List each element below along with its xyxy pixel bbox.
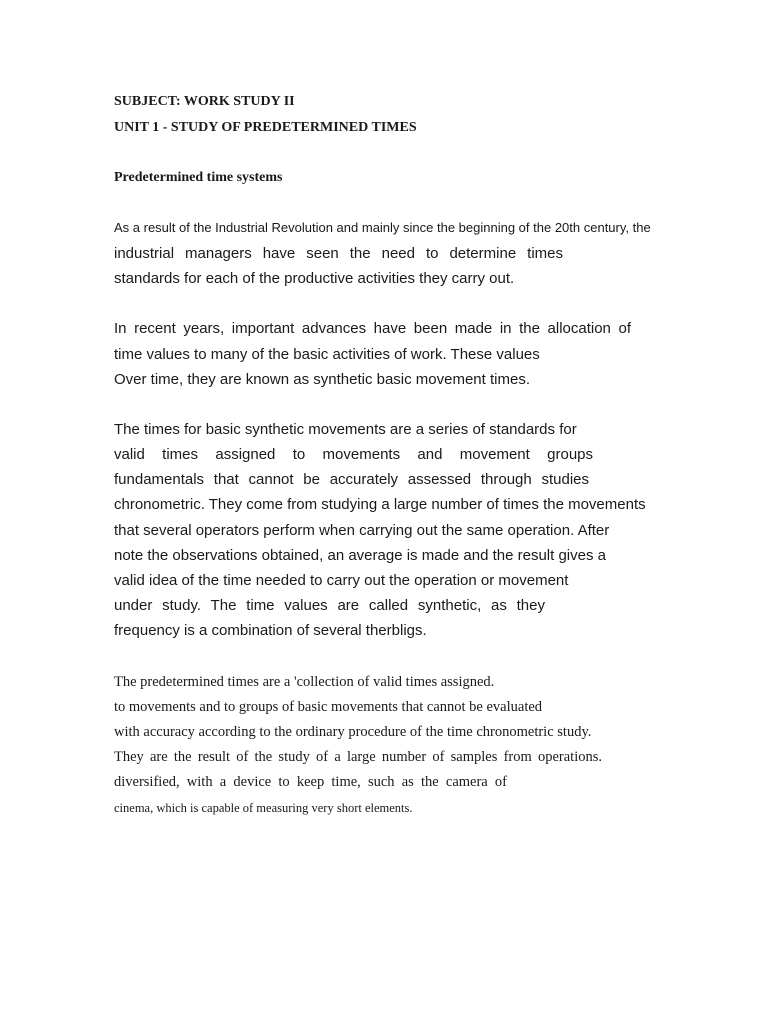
paragraph-line: cinema, which is capable of measuring very short elements. <box>114 801 413 815</box>
paragraph-line: fundamentals that cannot be accurately assessed through studies <box>114 471 589 488</box>
paragraph-line: frequency is a combination of several therbligs. <box>114 622 427 639</box>
paragraph-line: time values to many of the basic activities of work. These values <box>114 346 540 363</box>
paragraph-line: diversified, with a device to keep time, such as the camera of <box>114 774 507 790</box>
subject-heading: SUBJECT: WORK STUDY II <box>114 94 295 109</box>
paragraph-line: note the observations obtained, an average is made and the result gives a <box>114 547 606 564</box>
paragraph-line: The times for basic synthetic movements are a series of standards for <box>114 421 577 438</box>
paragraph-line: that several operators perform when carrying out the same operation. After <box>114 522 610 539</box>
paragraph-line: valid idea of the time needed to carry out the operation or movement <box>114 572 569 589</box>
paragraph-line: industrial managers have seen the need to determine times <box>114 245 563 262</box>
section-heading: Predetermined time systems <box>114 170 283 185</box>
paragraph-line: They are the result of the study of a large number of samples from operations. <box>114 749 602 765</box>
paragraph-line: As a result of the Industrial Revolution and mainly since the beginning of the 20th century, the <box>114 220 651 235</box>
paragraph-line: The predetermined times are a 'collection of valid times assigned. <box>114 674 495 690</box>
paragraph-line: with accuracy according to the ordinary procedure of the time chronometric study. <box>114 724 592 740</box>
paragraph-line: Over time, they are known as synthetic basic movement times. <box>114 371 530 388</box>
paragraph-line: In recent years, important advances have been made in the allocation of <box>114 320 631 337</box>
paragraph-line: chronometric. They come from studying a large number of times the movements <box>114 496 646 513</box>
paragraph-line: standards for each of the productive activities they carry out. <box>114 270 515 287</box>
paragraph-line: under study. The time values are called synthetic, as they <box>114 597 545 614</box>
paragraph-line: valid times assigned to movements and movement groups <box>114 446 593 463</box>
paragraph-line: to movements and to groups of basic movements that cannot be evaluated <box>114 699 543 715</box>
unit-heading: UNIT 1 - STUDY OF PREDETERMINED TIMES <box>114 120 417 135</box>
